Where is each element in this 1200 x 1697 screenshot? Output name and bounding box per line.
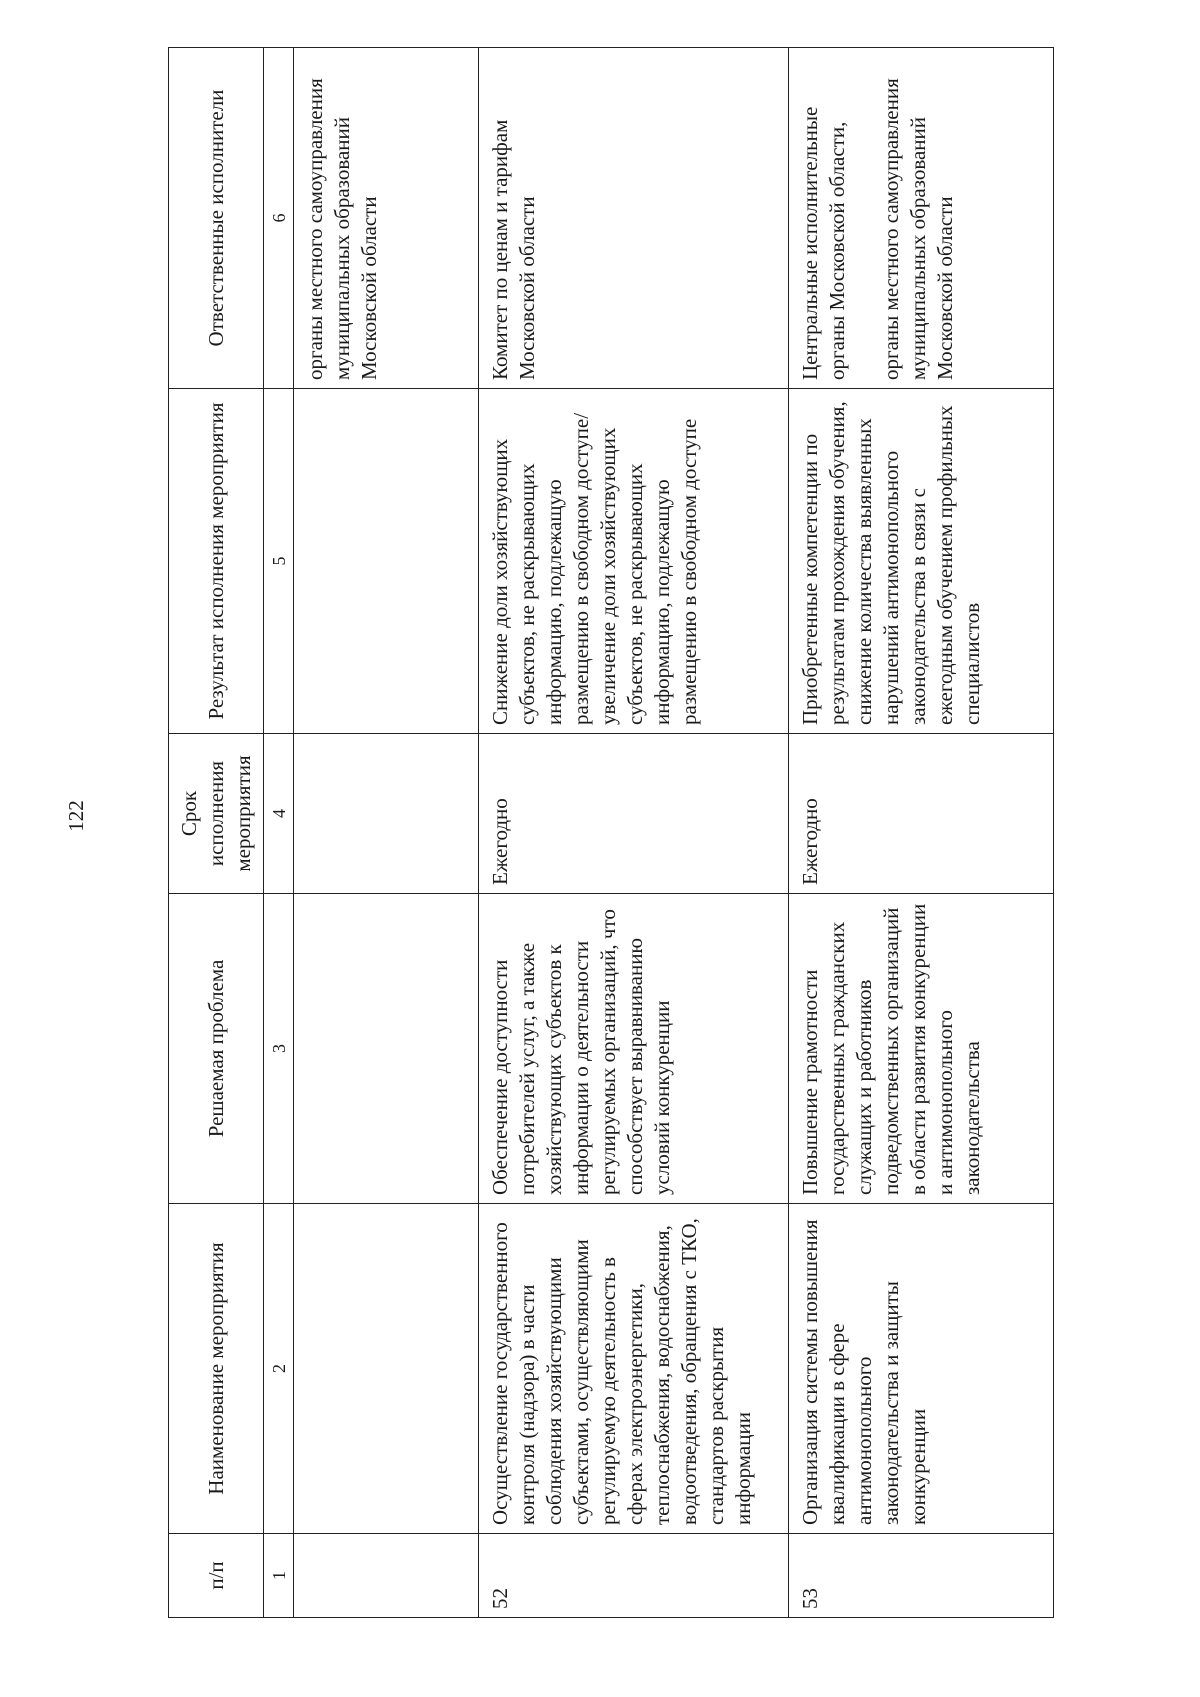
row-executors <box>294 48 479 389</box>
page-number: 122 <box>64 800 88 832</box>
row-term <box>294 734 479 894</box>
row-num: 53 <box>789 1534 1054 1618</box>
row-result: Снижение доли хозяйствующих субъектов, не раскрывающих информацию, подлежащую размещению в свободном доступе/увеличение доли хозяйствующих субъектов, не раскрывающих информацию, подлежащую размещению в свободном доступе <box>479 389 789 734</box>
row-result <box>294 389 479 734</box>
row-term: Ежегодно <box>789 734 1054 894</box>
column-number: 4 <box>264 734 294 894</box>
column-numbers-row <box>264 48 294 1618</box>
column-number: 2 <box>264 1204 294 1534</box>
rotated-table-wrapper <box>168 48 1053 1618</box>
column-number: 1 <box>264 1534 294 1618</box>
row-result: Приобретенные компетенции по результатам прохождения обучения, снижение количества выявленных нарушений антимонопольного законодательства в связи с ежегодным обучением профильных специалистов <box>789 389 1054 734</box>
row-name: Осуществление государственного контроля (надзора) в части соблюдения хозяйствующими субъектами, осуществляющими регулируемую деятельность в сферах электроэнергетики, теплоснабжения, водоснабжения, водоотведения, обращения с ТКО, стандартов раскрытия информации <box>479 1204 789 1534</box>
executors-text: Центральные исполнительные органы Московской области, <box>798 106 849 380</box>
row-executors <box>789 48 1054 389</box>
row-problem: Обеспечение доступности потребителей услуг, а также хозяйствующих субъектов к информации о деятельности регулируемых организаций, что способствует выравниванию условий конкуренции <box>479 894 789 1204</box>
column-number: 6 <box>264 48 294 389</box>
column-number: 5 <box>264 389 294 734</box>
executors-extra-text: органы местного самоуправления муниципальных образований Московской области <box>879 78 957 380</box>
executors-text: органы местного самоуправления муниципальных образований Московской области <box>303 78 381 380</box>
row-num <box>294 1534 479 1618</box>
table-header-row <box>169 48 264 1618</box>
executors-text: Комитет по ценам и тарифам Московской области <box>488 119 539 380</box>
row-problem <box>294 894 479 1204</box>
table-row <box>479 48 789 1618</box>
column-number: 3 <box>264 894 294 1204</box>
table-row <box>294 48 479 1618</box>
header-executors: Ответственные исполнители <box>169 48 264 389</box>
row-executors <box>479 48 789 389</box>
header-term: Срок исполнения мероприятия <box>169 734 264 894</box>
row-problem: Повышение грамотности государственных гражданских служащих и работников подведомственных организаций в области развития конкуренции и антимонопольного законодательства <box>789 894 1054 1204</box>
row-name <box>294 1204 479 1534</box>
table-row <box>789 48 1054 1618</box>
header-name: Наименование мероприятия <box>169 1204 264 1534</box>
header-result: Результат исполнения мероприятия <box>169 389 264 734</box>
row-num: 52 <box>479 1534 789 1618</box>
header-problem: Решаемая проблема <box>169 894 264 1204</box>
header-num: п/п <box>169 1534 264 1618</box>
events-table <box>168 47 1054 1618</box>
row-term: Ежегодно <box>479 734 789 894</box>
row-name: Организация системы повышения квалификации в сфере антимонопольного законодательства и защиты конкуренции <box>789 1204 1054 1534</box>
